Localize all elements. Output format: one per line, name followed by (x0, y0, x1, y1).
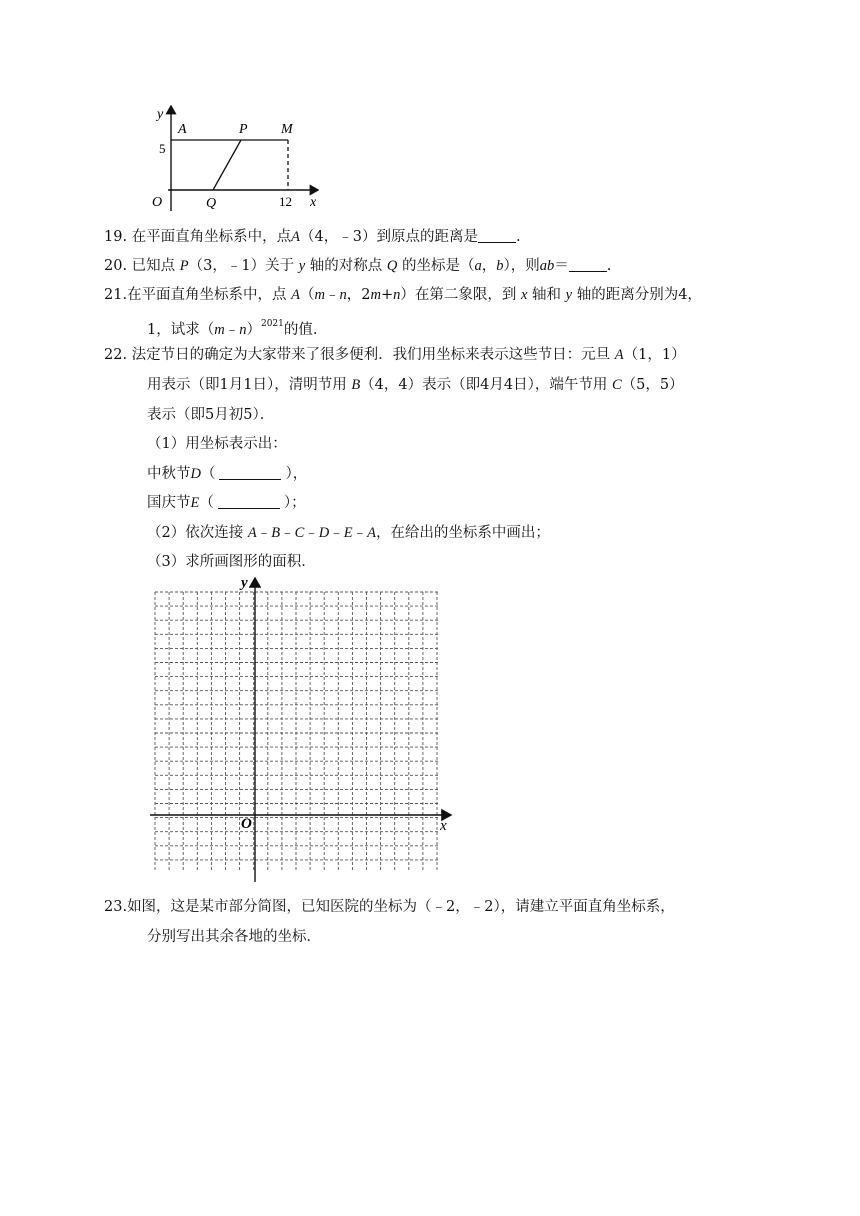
question-22-line-2 (147, 375, 787, 395)
grid-label-x: x (440, 818, 447, 834)
q22-sub2-text-1: （2）依次连接 (147, 525, 244, 541)
q21-n2: n (393, 287, 401, 303)
q22-mid-autumn-blank[interactable] (219, 465, 281, 480)
label-12: 12 (279, 194, 292, 209)
q21-text-2: （ (300, 287, 315, 303)
q23-number: 23. (104, 899, 128, 915)
q21-x: x (521, 287, 528, 303)
q22-text-4: （4，4）表示（即4月4日），端午节用 (360, 377, 608, 393)
q19-end: . (515, 229, 521, 245)
q20-answer-blank[interactable] (569, 257, 607, 272)
q19-text-2: （4，﹣3）到原点的距离是 (300, 229, 478, 245)
rectangle-figure (140, 98, 330, 213)
question-23-line-1 (104, 897, 744, 917)
q21-text-6: 轴的距离分别为4， (576, 287, 702, 303)
q20-text-3: 轴的对称点 (309, 258, 383, 274)
label-5: 5 (159, 141, 166, 156)
q21-text-4: ）在第二象限，到 (400, 287, 517, 303)
q20-text-2: （3，﹣1）关于 (188, 258, 295, 274)
q22-sub2-dash-3: ﹣ (304, 525, 319, 541)
q21-text-8: ） (246, 322, 261, 338)
q21-number: 21. (104, 287, 128, 303)
q19-number: 19. (104, 229, 128, 245)
label-M: M (281, 122, 293, 137)
q21-text-5: 轴和 (532, 287, 562, 303)
q22-point-B: B (351, 377, 361, 393)
q23-text-1: 如图，这是某市部分简图，已知医院的坐标为（﹣2，﹣2），请建立平面直角坐标系， (127, 899, 675, 915)
q21-n1: n (339, 287, 347, 303)
q22-subquestion-2 (147, 523, 787, 543)
q22-point-A: A (614, 347, 624, 363)
q21-minus-2: ﹣ (224, 322, 240, 338)
q22-sub2-dash-5: ﹣ (352, 525, 368, 541)
q22-mid-autumn-label: 中秋节 (147, 466, 191, 482)
q22-sub2-D: D (318, 525, 330, 541)
q22-mid-close: ）， (285, 466, 308, 482)
q19-text-1: 在平面直角坐标系中，点 (131, 229, 292, 245)
label-x: x (310, 195, 317, 210)
grid-label-y: y (241, 575, 248, 591)
q22-text-1: 法定节日的确定为大家带来了很多便利．我们用坐标来表示这些节日：元旦 (131, 347, 611, 363)
q22-text-2: （1，1） (623, 347, 686, 363)
grid-label-O: O (241, 816, 252, 832)
q21-y: y (565, 287, 573, 303)
q22-sub2-text-2: ，在给出的坐标系中画出； (375, 525, 550, 541)
question-21-line-1 (104, 285, 744, 305)
q22-sub1-text: （1）用坐标表示出： (147, 436, 287, 452)
q22-sub2-A-end: A (367, 525, 376, 541)
label-Q: Q (206, 196, 217, 211)
q21-n3: n (239, 322, 247, 338)
question-20 (104, 256, 744, 276)
question-22-line-3 (147, 405, 787, 425)
q22-sub2-C: C (294, 525, 305, 541)
q22-mid-autumn-line (147, 464, 787, 484)
q21-text-9: 的值. (283, 322, 318, 338)
q22-sub2-E: E (343, 525, 353, 541)
q22-text-5: （5，5） (621, 377, 684, 393)
q20-text-5: ），则 (503, 258, 540, 274)
q20-a: a (474, 258, 482, 274)
q22-point-D: D (190, 466, 201, 482)
segment-PQ (213, 140, 241, 190)
label-y: y (157, 107, 164, 122)
q22-point-C: C (611, 377, 622, 393)
q22-nat-open: （ (199, 495, 214, 511)
q21-text-7: 1，试求（ (147, 322, 215, 338)
q21-text-1: 在平面直角坐标系中，点 (127, 287, 287, 303)
q22-text-3: 用表示（即1月1日），清明节用 (147, 377, 347, 393)
grid-lines (155, 592, 438, 872)
q19-answer-blank[interactable] (478, 228, 516, 243)
q20-point-Q: Q (386, 258, 398, 274)
q20-point-P: P (179, 258, 189, 274)
q22-mid-open: （ (200, 466, 216, 482)
q20-equals: ＝ (554, 258, 569, 274)
q22-sub2-B: B (271, 525, 281, 541)
q20-number: 20. (104, 258, 128, 274)
q22-national-day-line (147, 493, 787, 513)
question-22-line-1 (104, 345, 744, 365)
q20-comma: ， (481, 258, 497, 274)
q22-sub2-dash-2: ﹣ (280, 525, 295, 541)
q22-national-day-blank[interactable] (218, 494, 280, 509)
question-23-line-2 (147, 927, 787, 947)
q23-text-2: 分别写出其余各地的坐标． (147, 929, 321, 945)
q19-point-A: A (291, 229, 301, 245)
q22-sub2-A: A (247, 525, 257, 541)
q22-point-E: E (190, 495, 200, 511)
q22-sub2-dash-1: ﹣ (256, 525, 272, 541)
q21-exponent: 2021 (260, 319, 284, 329)
q20-b: b (496, 258, 504, 274)
q22-subquestion-1 (147, 434, 787, 454)
q20-y: y (298, 258, 306, 274)
q21-m3: m (214, 322, 225, 338)
question-21-line-2 (147, 314, 787, 340)
q20-end: . (606, 258, 612, 274)
q21-point-A: A (291, 287, 301, 303)
q22-national-day-label: 国庆节 (147, 495, 191, 511)
q21-plus: + (380, 287, 394, 303)
q21-minus-1: ﹣ (325, 287, 340, 303)
question-19 (104, 227, 744, 247)
label-P: P (239, 122, 248, 137)
q20-ab: ab (539, 258, 555, 274)
q20-text-4: 的坐标是（ (401, 258, 475, 274)
q21-m1: m (314, 287, 326, 303)
label-A: A (178, 122, 187, 137)
q22-nat-close: ）； (283, 495, 306, 511)
q21-text-3: ，2 (346, 287, 371, 303)
coordinate-grid-figure (145, 572, 455, 884)
q22-sub3-text: （3）求所画图形的面积． (147, 554, 316, 570)
q22-subquestion-3 (147, 552, 787, 572)
q20-text-1: 已知点 (131, 258, 176, 274)
q22-sub2-dash-4: ﹣ (329, 525, 344, 541)
q21-m2: m (370, 287, 381, 303)
q22-number: 22. (104, 347, 128, 363)
label-O: O (152, 195, 163, 210)
q22-text-6: 表示（即5月初5）． (147, 407, 275, 423)
